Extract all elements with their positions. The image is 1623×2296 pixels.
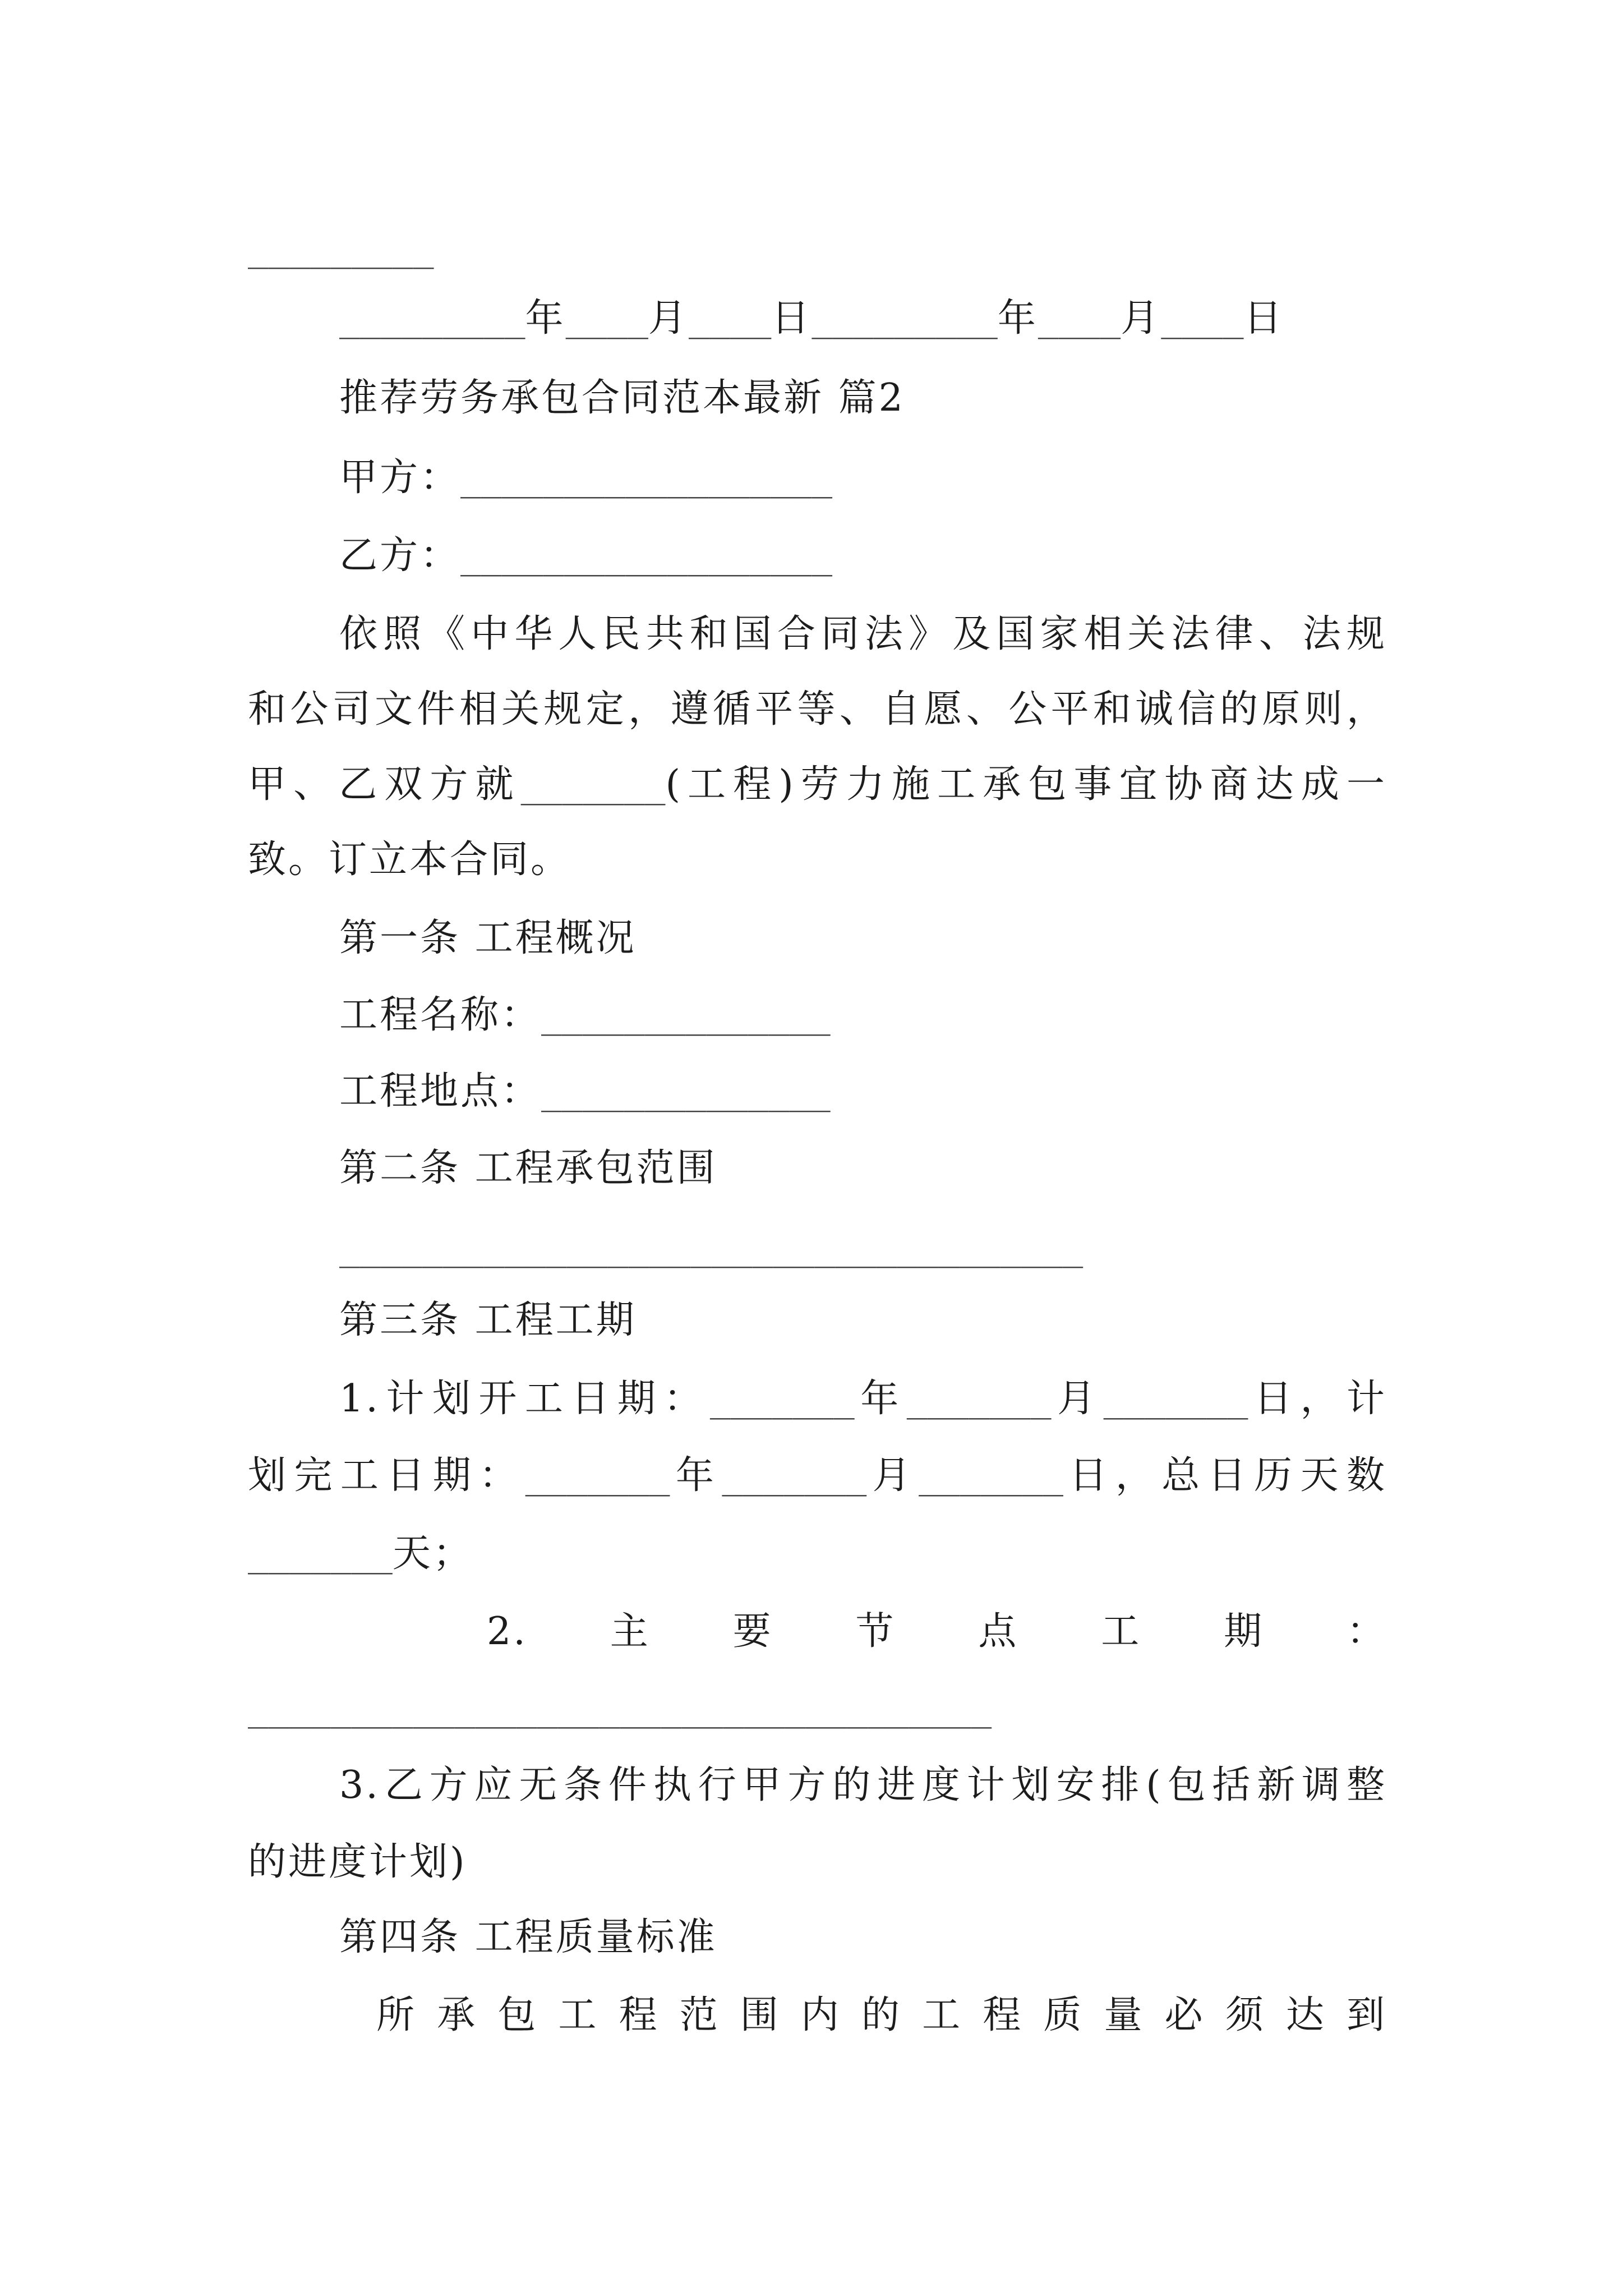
- schedule-item-1-line: 划完工日期：_______年_______月_______日，总日历天数: [248, 1453, 1387, 1498]
- fill-in-blank: ______________: [541, 1073, 831, 1112]
- contract-heading: 推荐劳务承包合同范本最新 篇2: [339, 376, 905, 420]
- schedule-item-2-label: 2.主要节点工期：: [487, 1609, 1387, 1654]
- schedule-item-1-line: _______天；: [248, 1531, 473, 1576]
- fill-in-blank: ______________: [541, 996, 831, 1036]
- project-location-line: 工程地点：______________: [339, 1069, 831, 1114]
- fill-in-blank: _______: [722, 1457, 867, 1497]
- fill-in-blank: _________: [811, 300, 998, 339]
- schedule-item-2-blank: [248, 1680, 992, 1736]
- fill-in-blank: _________: [248, 229, 434, 269]
- fill-in-blank: _______: [709, 1380, 855, 1420]
- article-3-title: 第三条 工程工期: [339, 1298, 637, 1342]
- fill-in-blank: _________: [339, 300, 525, 339]
- fill-in-blank: ____: [565, 300, 648, 339]
- fill-in-blank: _______: [525, 1457, 670, 1497]
- fill-in-blank: __________________: [460, 459, 833, 499]
- preamble-line: 致。订立本合同。: [248, 838, 571, 882]
- fill-in-blank: _______: [248, 1535, 393, 1575]
- schedule-item-3-line: 3.乙方应无条件执行甲方的进度计划安排(包括新调整: [339, 1763, 1387, 1807]
- schedule-item-3-line: 的进度计划): [248, 1840, 467, 1884]
- fill-in-blank: ____: [688, 300, 772, 339]
- preamble-line: 和公司文件相关规定，遵循平等、自愿、公平和诚信的原则，: [248, 687, 1387, 731]
- article-1-title: 第一条 工程概况: [339, 916, 637, 960]
- fill-in-blank: ____________________________________: [248, 1689, 992, 1729]
- fill-in-blank: _______: [520, 766, 666, 806]
- party-b-line: 乙方：__________________: [339, 533, 833, 578]
- fill-in-blank: ____________________________________: [339, 1228, 1083, 1268]
- fill-in-blank: ____: [1161, 300, 1244, 339]
- preamble-line: 依照《中华人民共和国合同法》及国家相关法律、法规: [339, 612, 1387, 656]
- article-4-title: 第四条 工程质量标准: [339, 1915, 717, 1959]
- schedule-item-1-line: 1.计划开工日期：_______年_______月_______日，计: [339, 1377, 1387, 1421]
- preamble-line: 甲、乙双方就_______(工程)劳力施工承包事宜协商达成一: [248, 762, 1387, 807]
- fill-in-blank: __________________: [460, 537, 833, 577]
- signature-blank: [248, 220, 434, 277]
- quality-standard-line: 所承包工程范围内的工程质量必须达到: [376, 1993, 1387, 2037]
- fill-in-blank: _______: [906, 1380, 1052, 1420]
- party-a-line: 甲方：__________________: [339, 455, 833, 500]
- scope-blank-line: [339, 1220, 1083, 1276]
- fill-in-blank: ____: [1038, 300, 1121, 339]
- fill-in-blank: _______: [919, 1457, 1063, 1497]
- signature-date-line: _________年____月____日_________年____月____日: [339, 296, 1284, 341]
- article-2-title: 第二条 工程承包范围: [339, 1146, 717, 1190]
- project-name-line: 工程名称：______________: [339, 993, 831, 1037]
- fill-in-blank: _______: [1103, 1380, 1248, 1420]
